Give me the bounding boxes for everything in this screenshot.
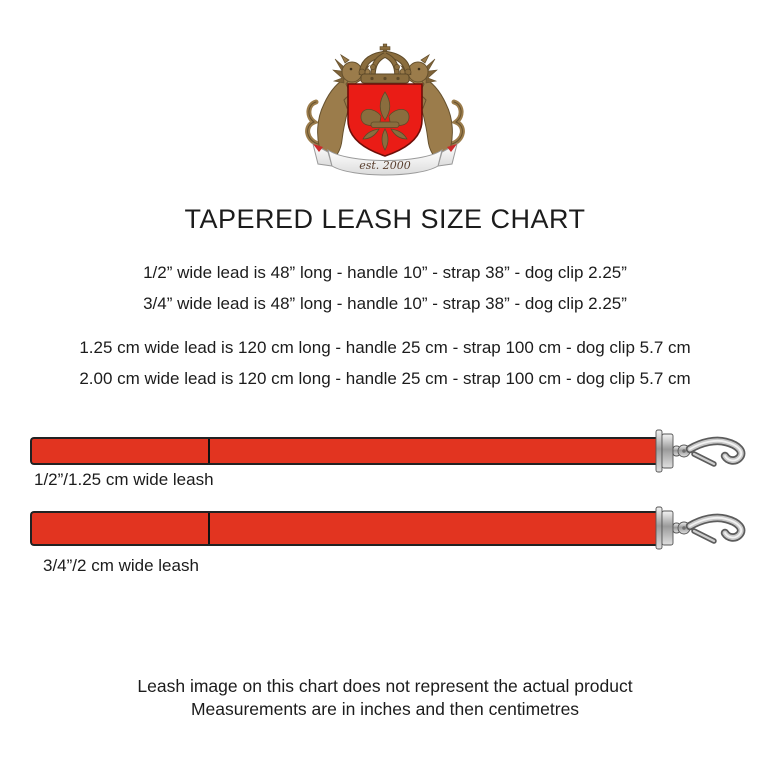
spec-line-inches-threequarter: 3/4” wide lead is 48” long - handle 10” - strap 38” - dog clip 2.25”	[143, 294, 627, 313]
footer-disclaimer: Leash image on this chart does not represent the actual product	[137, 676, 633, 696]
leash-label-wide: 3/4”/2 cm wide leash	[43, 556, 199, 575]
brand-crest-logo	[300, 42, 470, 182]
footer-units-note: Measurements are in inches and then centimetres	[190, 699, 580, 719]
handle-divider-line	[208, 513, 210, 544]
page-title: TAPERED LEASH SIZE CHART	[184, 204, 586, 234]
spec-line-inches-half: 1/2” wide lead is 48” long - handle 10” - strap 38” - dog clip 2.25”	[143, 263, 627, 282]
leash-strap-wide	[30, 511, 658, 546]
dog-clip-icon	[654, 427, 748, 475]
leash-label-narrow: 1/2”/1.25 cm wide leash	[34, 470, 214, 489]
handle-divider-line	[208, 439, 210, 463]
spec-line-cm-200: 2.00 cm wide lead is 120 cm long - handle 25 cm - strap 100 cm - dog clip 5.7 cm	[79, 369, 691, 388]
crown-icon	[359, 44, 411, 83]
spec-line-cm-125: 1.25 cm wide lead is 120 cm long - handle 25 cm - strap 100 cm - dog clip 5.7 cm	[79, 338, 691, 357]
leash-strap-narrow	[30, 437, 658, 465]
dog-clip-icon	[654, 504, 748, 552]
banner-text: est. 2000	[359, 159, 411, 172]
